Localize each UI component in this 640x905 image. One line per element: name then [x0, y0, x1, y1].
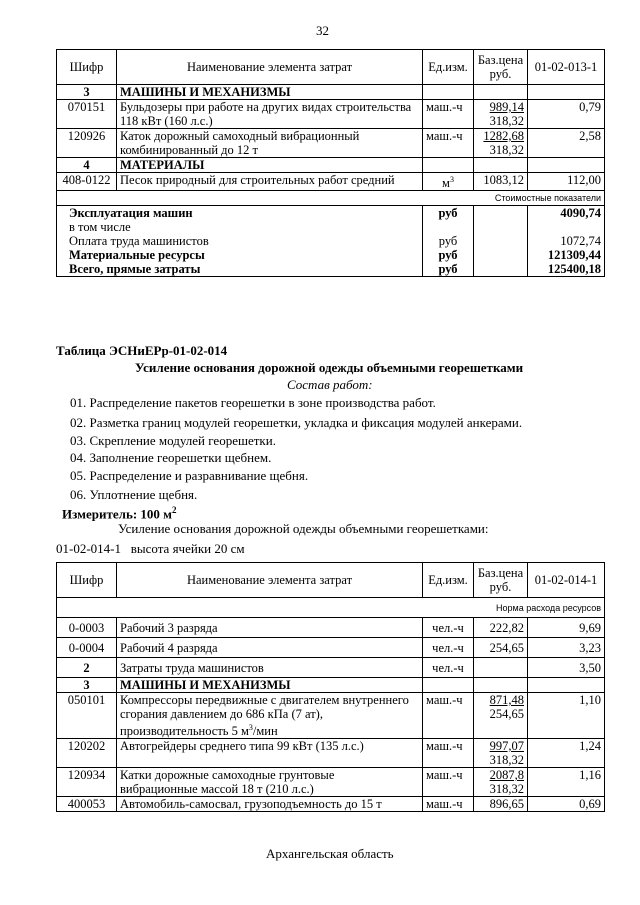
- list-item: 05. Распределение и разравнивание щебня.: [70, 468, 309, 483]
- table-row: 120934 Катки дорожные самоходные грунтовые вибрационные массой 18 т (210 л.с.) маш.-ч 2087,8 318,32 1,16: [57, 768, 605, 797]
- subtitle: Усиление основания дорожной одежды объемными георешетками:: [118, 521, 489, 536]
- list-item: 06. Уплотнение щебня.: [70, 487, 198, 502]
- table-row: 120202 Автогрейдеры среднего типа 99 кВт (135 л.с.) маш.-ч 997,07 318,32 1,24: [57, 739, 605, 768]
- footer-region: Архангельская область: [266, 846, 394, 861]
- norm-label: Норма расхода ресурсов: [57, 598, 605, 618]
- page-number: 32: [316, 23, 329, 38]
- list-item: 01. Распределение пакетов георешетки в зоне производства работ.: [70, 395, 436, 410]
- section-number: 3: [57, 85, 117, 100]
- header-rate-code: 01-02-014-1: [528, 563, 605, 598]
- table-row: 0-0003 Рабочий 3 разряда чел.-ч 222,82 9,69: [57, 618, 605, 638]
- table-row: 408-0122 Песок природный для строительных работ средний $м^3$ 1083,12 112,00: [57, 173, 605, 191]
- list-item: 04. Заполнение георешетки щебнем.: [70, 450, 272, 465]
- header-unit: Ед.изм.: [423, 50, 474, 85]
- section-title: МАШИНЫ И МЕХАНИЗМЫ: [117, 85, 423, 100]
- cost-indicators-label: Стоимостные показатели: [57, 191, 605, 206]
- header-code: Шифр: [57, 50, 117, 85]
- table-row: 2 Затраты труда машинистов чел.-ч 3,50: [57, 658, 605, 678]
- summary-row: Оплата труда машинистов руб 1072,74: [57, 234, 605, 248]
- list-item: 03. Скрепление модулей георешетки.: [70, 433, 276, 448]
- table-row: 050101 Компрессоры передвижные с двигателем внутреннего сгорания давлением до 686 кПа (7 ат), производительность 5 $м^3$/мин маш.-ч 871,48 254,65 1,10: [57, 693, 605, 739]
- summary-row: в том числе: [57, 220, 605, 234]
- rate-line: 01-02-014-1 высота ячейки 20 см: [56, 541, 245, 556]
- table-row: 400053 Автомобиль-самосвал, грузоподъемность до 15 т маш.-ч 896,65 0,69: [57, 797, 605, 812]
- meter-label: Измеритель: 100 $м^2$: [62, 505, 177, 522]
- header-rate-code: 01-02-013-1: [528, 50, 605, 85]
- table-row: 120926 Каток дорожный самоходный вибрационный комбинированный до 12 т маш.-ч 1282,68 318,32 2,58: [57, 129, 605, 158]
- section-title: МАШИНЫ И МЕХАНИЗМЫ: [117, 678, 423, 693]
- header-code: Шифр: [57, 563, 117, 598]
- header-unit: Ед.изм.: [423, 563, 474, 598]
- section-number: 4: [57, 158, 117, 173]
- table-title: Таблица ЭСНиЕРр-01-02-014: [56, 343, 228, 358]
- section-number: 3: [57, 678, 117, 693]
- table-row: 0-0004 Рабочий 4 разряда чел.-ч 254,65 3,23: [57, 638, 605, 658]
- section-heading: Усиление основания дорожной одежды объемными георешетками: [135, 360, 524, 375]
- composition-label: Состав работ:: [287, 377, 373, 392]
- header-price: Баз.цена руб.: [474, 50, 528, 85]
- resource-table-1: [56, 49, 605, 277]
- summary-row: Всего, прямые затраты руб 125400,18: [57, 262, 605, 277]
- summary-row: Материальные ресурсы руб 121309,44: [57, 248, 605, 262]
- section-title: МАТЕРИАЛЫ: [117, 158, 423, 173]
- table-row: 070151 Бульдозеры при работе на других видах строительства 118 кВт (160 л.с.) маш.-ч 989,14 318,32 0,79: [57, 100, 605, 129]
- header-name: Наименование элемента затрат: [117, 50, 423, 85]
- resource-table-2: [56, 562, 605, 812]
- header-price: Баз.цена руб.: [474, 563, 528, 598]
- list-item: 02. Разметка границ модулей георешетки, укладка и фиксация модулей анкерами.: [70, 415, 523, 430]
- header-name: Наименование элемента затрат: [117, 563, 423, 598]
- summary-row: Эксплуатация машин руб 4090,74: [57, 206, 605, 221]
